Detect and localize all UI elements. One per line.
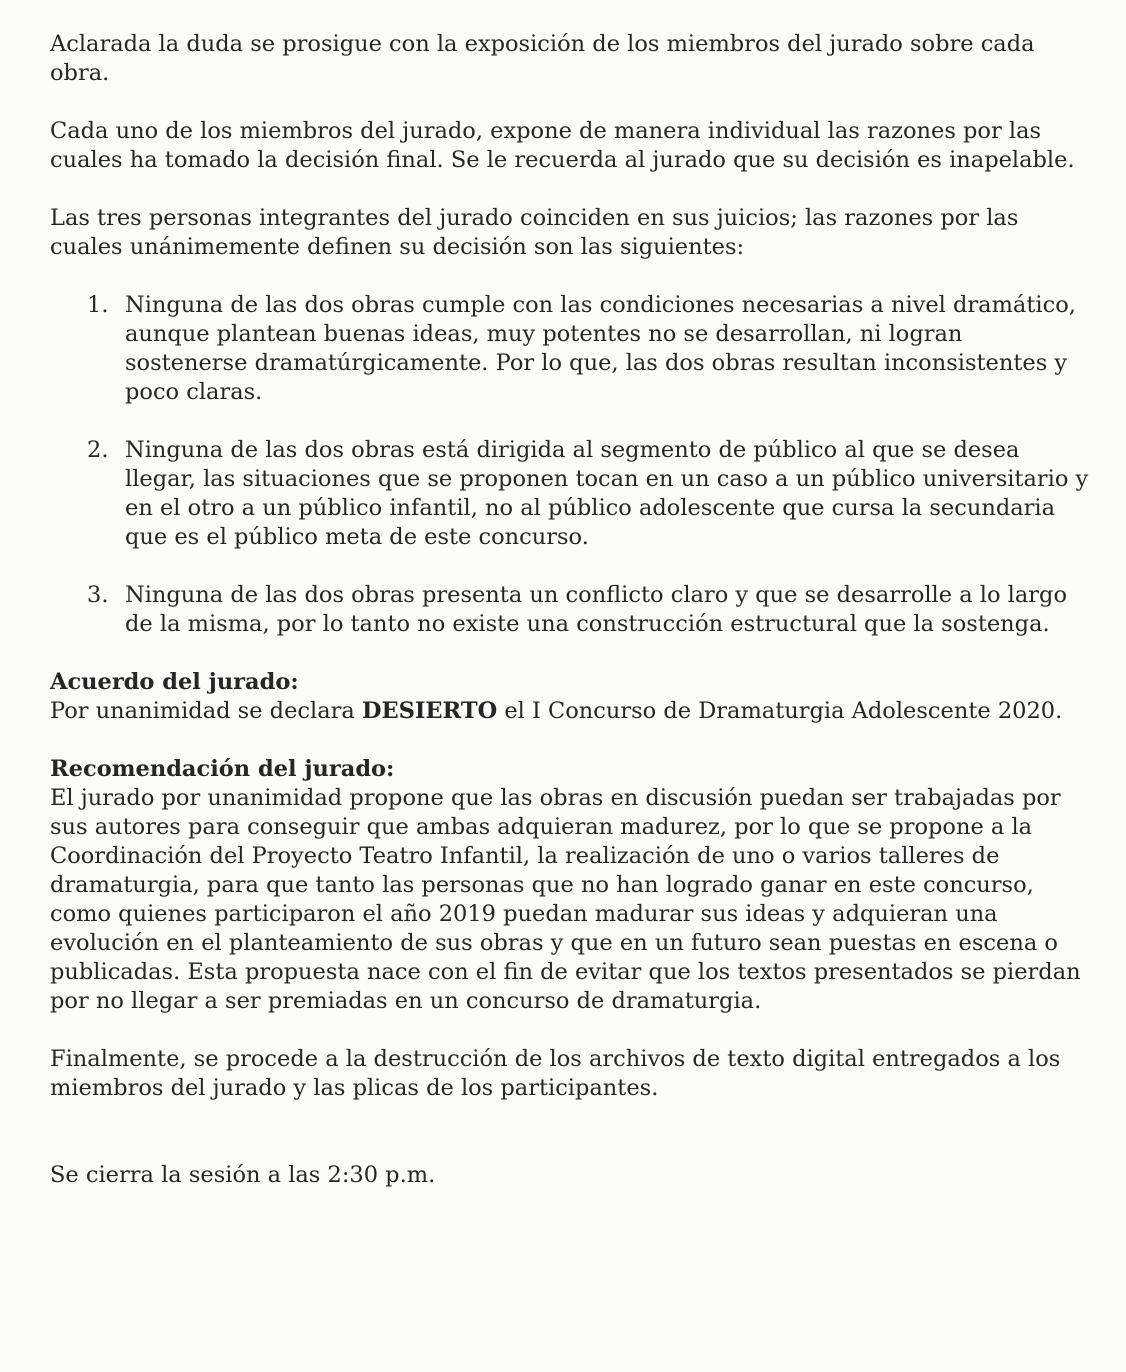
list-item-text: Ninguna de las dos obras presenta un conflicto claro y que se desarrolle a lo largo de la misma, por lo tanto no existe una construcción estructural que la sostenga. — [125, 582, 1068, 637]
document-page — [50, 30, 1090, 1190]
agreement-text-after: el I Concurso de Dramaturgia Adolescente 2020. — [497, 698, 1063, 724]
list-item-text: Ninguna de las dos obras cumple con las condiciones necesarias a nivel dramático, aunque plantean buenas ideas, muy potentes no se desarrollan, ni logran sostenerse dramatúrgicamente. Por lo que, las dos obras resultan inconsistentes y poco claras. — [125, 292, 1076, 405]
agreement-text-before: Por unanimidad se declara — [50, 698, 362, 724]
list-item — [50, 581, 1090, 639]
paragraph-intro: Aclarada la duda se prosigue con la exposición de los miembros del jurado sobre cada obra. — [50, 31, 1035, 86]
paragraph-individual-reasons: Cada uno de los miembros del jurado, expone de manera individual las razones por las cuales ha tomado la decisión final. Se le recuerda al jurado que su decisión es inapelable. — [50, 118, 1075, 173]
agreement-emphasis: DESIERTO — [361, 698, 498, 724]
closing-line: Se cierra la sesión a las 2:30 p.m. — [50, 1162, 436, 1188]
agreement-text — [50, 697, 1090, 726]
reasons-list — [50, 291, 1090, 639]
list-item — [50, 436, 1090, 552]
list-number: 2. — [87, 437, 109, 463]
agreement-section — [50, 668, 1090, 726]
paragraph-final: Finalmente, se procede a la destrucción de los archivos de texto digital entregados a los miembros del jurado y las plicas de los participantes. — [50, 1046, 1061, 1101]
paragraph-jury-consensus: Las tres personas integrantes del jurado coinciden en sus juicios; las razones por las cuales unánimemente definen su decisión son las siguientes: — [50, 205, 1019, 260]
recommendation-heading: Recomendación del jurado: — [50, 756, 395, 782]
agreement-heading: Acuerdo del jurado: — [50, 669, 299, 695]
recommendation-section — [50, 755, 1090, 1016]
list-number: 3. — [87, 582, 109, 608]
list-item-text: Ninguna de las dos obras está dirigida al segmento de público al que se desea llegar, las situaciones que se proponen tocan en un caso a un público universitario y en el otro a un público infantil, no al público adolescente que cursa la secundaria que es el público meta de este concurso. — [125, 437, 1089, 550]
list-item — [50, 291, 1090, 407]
recommendation-text: El jurado por unanimidad propone que las obras en discusión puedan ser trabajadas por sus autores para conseguir que ambas adquieran madurez, por lo que se propone a la Coordinación del Proyecto Teatro Infantil, la realización de uno o varios talleres de dramaturgia, para que tanto las personas que no han logrado ganar en este concurso, como quienes participaron el año 2019 puedan madurar sus ideas y adquieran una evolución en el planteamiento de sus obras y que en un futuro sean puestas en escena o publicadas. Esta propuesta nace con el fin de evitar que los textos presentados se pierdan por no llegar a ser premiadas en un concurso de dramaturgia. — [50, 785, 1081, 1014]
list-number: 1. — [87, 292, 109, 318]
